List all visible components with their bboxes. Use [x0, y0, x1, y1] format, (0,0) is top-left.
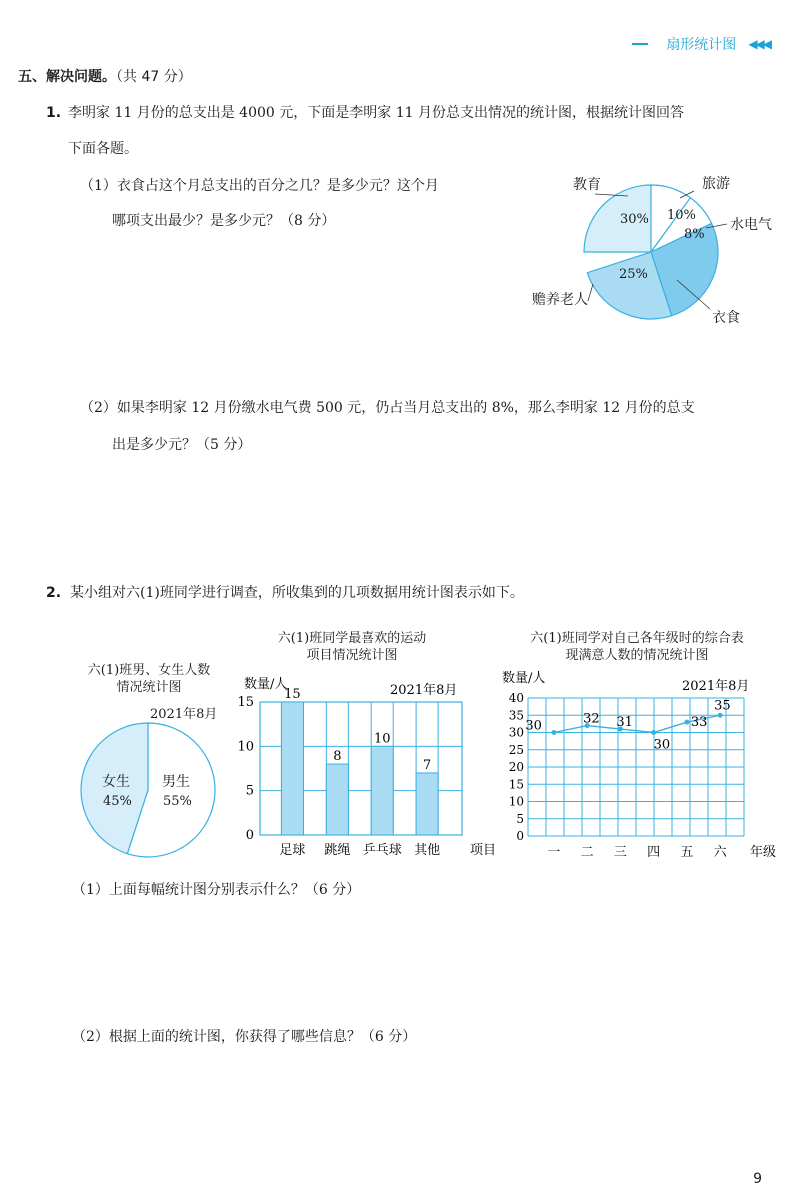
q2-number: 2. — [46, 585, 62, 601]
line-value-5: 35 — [714, 698, 731, 714]
bar-1 — [326, 764, 348, 835]
triangle-arrows-icon: ◀◀◀ — [748, 37, 770, 51]
line-ytick-6: 30 — [508, 725, 524, 740]
bar-category-3: 其他 — [414, 843, 441, 858]
line-category-5: 六 — [713, 845, 727, 860]
bar-ylabel: 数量/人 — [244, 677, 288, 692]
line-ytick-0: 0 — [516, 829, 524, 843]
pie1-label-4: 赡养老人 — [532, 292, 588, 308]
line-value-2: 31 — [616, 715, 633, 731]
line-category-3: 四 — [647, 845, 661, 860]
pie2-value-0: 45% — [103, 794, 132, 809]
line-ytick-2: 10 — [508, 794, 524, 809]
line-ytick-8: 40 — [508, 691, 524, 705]
q1-part1-line1: （1）衣食占这个月总支出的百分之几？是多少元？这个月 — [80, 178, 439, 194]
bar-value-3: 7 — [422, 757, 432, 773]
bar-2 — [371, 746, 393, 835]
line-value-4: 33 — [690, 715, 708, 731]
pie1-label-3: 衣食 — [712, 310, 740, 326]
q1-part1-line2: 哪项支出最少？是多少元？（8 分） — [112, 213, 336, 229]
q2-part1: （1）上面每幅统计图分别表示什么？（6 分） — [72, 882, 361, 898]
pie1-label-1: 旅游 — [702, 176, 730, 192]
bar-value-0: 15 — [284, 687, 301, 702]
bar-0 — [281, 702, 303, 835]
line-point-5 — [718, 713, 723, 718]
q2-stem: 某小组对六(1)班同学进行调查，所收集到的几项数据用统计图表示如下。 — [70, 585, 524, 601]
q1-part2-line2: 出是多少元？（5 分） — [112, 437, 252, 453]
header-dash — [632, 43, 648, 45]
line-ytick-4: 20 — [508, 760, 524, 774]
line-ytick-3: 15 — [508, 777, 524, 792]
line-ylabel: 数量/人 — [502, 671, 546, 686]
pie2-date: 2021年8月 — [150, 707, 218, 722]
pie1-label-0: 教育 — [573, 177, 601, 193]
pie-chart-gender — [76, 718, 226, 863]
header-title: 扇形统计图 — [666, 37, 737, 53]
pie2-title: 六(1)班男、女生人数情况统计图 — [87, 663, 211, 695]
pie1-value-4: 25% — [619, 267, 648, 282]
pie2-label-1: 男生 — [162, 774, 190, 790]
line-point-3 — [651, 730, 656, 735]
bar-category-1: 跳绳 — [324, 843, 351, 858]
bar-category-0: 足球 — [279, 843, 306, 858]
pie1-value-0: 30% — [620, 212, 649, 227]
pie1-value-1: 10% — [667, 208, 696, 223]
bar-ytick-3: 15 — [237, 695, 254, 710]
line-chart-satisfaction — [500, 668, 782, 862]
line-value-0: 30 — [525, 718, 542, 734]
q1-part2-line1: （2）如果李明家 12 月份缴水电气费 500 元，仍占当月总支出的 8%，那么李明家 12 月份的总支 — [80, 400, 695, 416]
bar-date: 2021年8月 — [390, 683, 458, 698]
q1-stem-line2: 下面各题。 — [68, 141, 138, 157]
line-point-0 — [551, 730, 556, 735]
line-ytick-5: 25 — [508, 742, 524, 757]
line-chart-title: 六(1)班同学对自己各年级时的综合表现满意人数的情况统计图 — [530, 631, 744, 663]
line-category-1: 二 — [580, 845, 594, 860]
section-title — [18, 66, 192, 86]
line-value-3: 30 — [653, 737, 671, 753]
bar-ytick-1: 5 — [245, 783, 254, 799]
pie1-label-2: 水电气 — [730, 217, 772, 233]
bar-xlabel: 项目 — [470, 843, 497, 858]
bar-ytick-0: 0 — [245, 828, 254, 843]
bar-category-2: 乒乓球 — [362, 843, 402, 858]
bar-chart-title: 六(1)班同学最喜欢的运动项目情况统计图 — [277, 631, 427, 663]
line-category-0: 一 — [547, 845, 561, 860]
bar-ytick-2: 10 — [237, 739, 254, 755]
q2-part2: （2）根据上面的统计图，你获得了哪些信息？（6 分） — [72, 1029, 417, 1045]
q1-stem-line1: 李明家 11 月份的总支出是 4000 元，下面是李明家 11 月份总支出情况的统计图，根据统计图回答 — [68, 105, 684, 121]
pie1-value-2: 8% — [684, 227, 705, 242]
bar-value-1: 8 — [333, 749, 342, 765]
page-number: 9 — [753, 1171, 762, 1187]
line-category-4: 五 — [680, 845, 694, 860]
section-score: （共 47 分） — [116, 69, 192, 85]
line-xlabel: 年级 — [750, 845, 777, 860]
line-value-1: 32 — [583, 711, 600, 727]
bar-3 — [416, 773, 438, 835]
line-ytick-1: 5 — [516, 811, 524, 826]
bar-value-2: 10 — [373, 731, 391, 747]
line-category-2: 三 — [613, 845, 627, 860]
line-point-4 — [684, 720, 689, 725]
section-title-text: 五、解决问题。 — [18, 69, 116, 85]
bar-chart-sports — [236, 672, 498, 862]
page-header — [632, 34, 770, 54]
q1-number: 1. — [46, 105, 62, 121]
line-date: 2021年8月 — [682, 679, 750, 694]
pie-chart-expenses — [520, 166, 790, 336]
pie2-label-0: 女生 — [102, 774, 130, 790]
pie1-leader-4 — [588, 284, 593, 301]
pie2-value-1: 55% — [163, 794, 192, 809]
line-ytick-7: 35 — [508, 708, 524, 723]
